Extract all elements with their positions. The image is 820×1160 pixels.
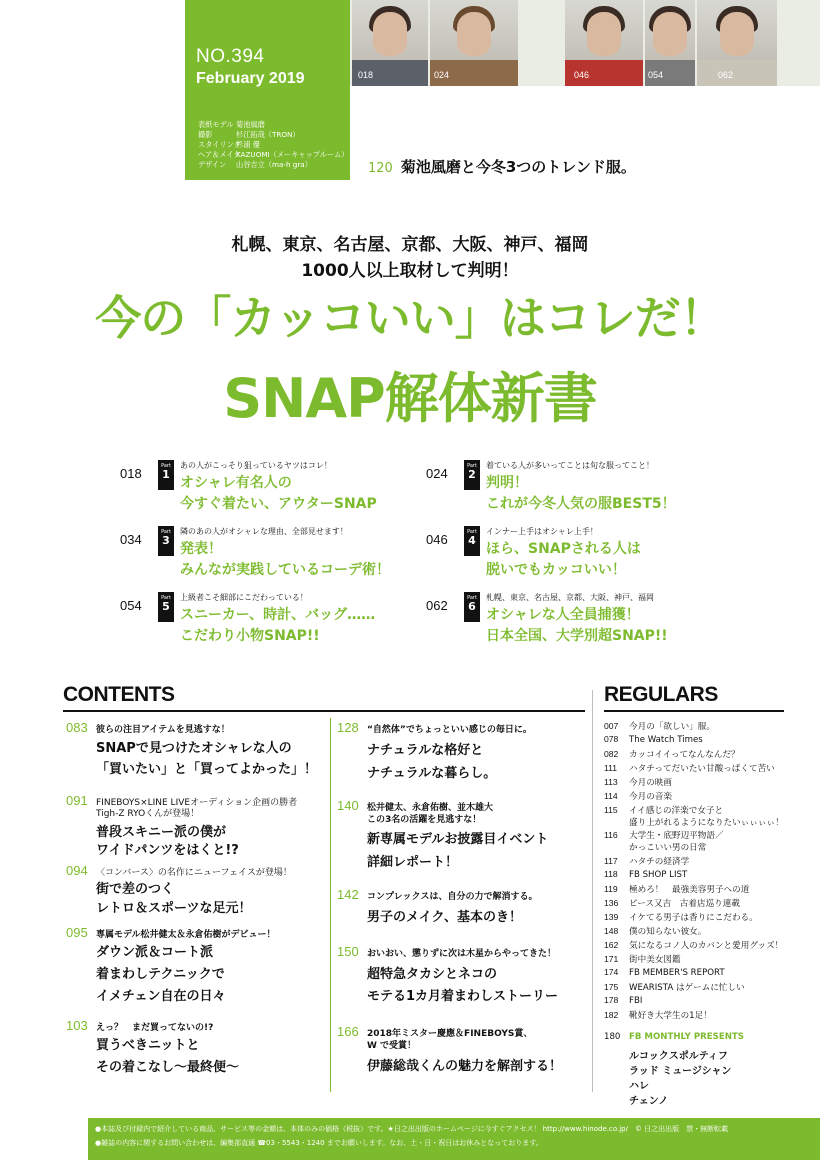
entry-title-line: 着まわしテクニックで [96,967,225,982]
entry-title-line: ワイドパンツをはくと!? [96,843,239,858]
regular-item[interactable]: 136 ピース又吉 古着店巡り連載 [604,898,740,909]
regular-item[interactable]: 171 街中美女図鑑 [604,954,681,965]
regular-item[interactable]: 111 ハタチってだいたい甘酸っぱくて苦い [604,763,775,774]
part-title-line1: ほら、SNAPされる人は [486,541,641,557]
presents-heading[interactable]: 180 FB MONTHLY PRESENTS [604,1032,744,1042]
entry-title-line: 新専属モデルお披露目イベント [367,832,549,847]
entry-title-line: 超特急タカシとネコの [367,967,498,982]
credit-hair-makeup: ヘア＆メイクKAZUOMI（メーキャップルーム） [198,150,349,159]
credit-photo: 撮影 杉江拓哉（TRON） [198,130,300,139]
entry-subtitle: おいおい、懲りずに次は木星からやってきた！ [367,949,557,959]
regular-item[interactable]: 082 カッコイイってなんなんだ？ [604,749,740,760]
entry-title-line: レトロ＆スポーツな足元！ [96,901,252,916]
part-title-line2: みんなが実践しているコーデ術！ [180,562,390,578]
regular-item[interactable]: 178 FBI [604,995,643,1006]
regular-item[interactable]: 116 大学生・底野辺平物語／ [604,830,724,841]
entry-title-line: その着こなし〜最終便〜 [96,1060,240,1075]
part-badge: Part 1 [158,460,174,490]
cover-page-number: 120 [368,161,393,176]
regular-item[interactable]: 114 今月の音楽 [604,791,672,802]
part-badge: Part 4 [464,526,480,556]
part-subtitle: 隣のあの人がオシャレな理由、全部見せます！ [180,527,348,536]
part-subtitle: 着ている人が多いってことは旬な服ってこと！ [486,461,654,470]
cover-story-title: 菊池風磨と今冬3つのトレンド服。 [400,158,636,176]
regular-item[interactable]: 115 イイ感じの洋楽で女子と [604,805,724,816]
part-page: 062 [426,598,448,613]
part-title-line1: 発表！ [180,541,222,557]
entry-subtitle: コンプレックスは、自分の力で解消する。 [367,892,538,902]
entry-subtitle: 彼らの注目アイテムを見逃すな！ [96,725,230,735]
part-badge: Part 5 [158,592,174,622]
part-title-line2: 日本全国、大学別超SNAP!! [486,628,668,644]
footer-note: ●本誌及び付録内で紹介している商品、サービス等の金額は、本体のみの価格（税抜）です。★日之出出版のホームページに今すぐアクセス！ http://www.hinode.co.jp/ © 日之出出版 禁・無断転載 [95,1125,729,1133]
regular-item[interactable]: 113 今月の映画 [604,777,672,788]
part-page: 046 [426,532,448,547]
part-page: 018 [120,466,142,481]
credit-styling: スタイリング杉浦 優 [198,140,260,149]
entry-page: 150 [337,944,359,959]
contents-heading: CONTENTS [63,683,175,706]
entry-subtitle: 2018年ミスター慶應＆FINEBOYS賞、 [367,1029,533,1039]
regular-item[interactable]: 078 The Watch Times [604,734,703,745]
photo-label: 062 [718,70,734,80]
regular-item[interactable]: 162 気になるコノ人のカバンと愛用グッズ！ [604,940,784,951]
part-badge: Part 3 [158,526,174,556]
entry-subtitle: 〈コンバース〉の名作にニューフェイスが登場！ [96,868,292,878]
regulars-heading: REGULARS [604,683,718,706]
part-title-line2: こだわり小物SNAP!! [180,628,320,644]
headline-title: 今の「カッコいい」はコレだ！ [95,291,725,345]
issue-month: February 2019 [196,70,305,87]
entry-subtitle: 松井健太、永倉佑樹、並木雄大 [367,803,494,813]
part-title-line2: これが今冬人気の服BEST5！ [486,496,676,512]
entry-title-line: ナチュラルな暮らし。 [367,766,497,781]
regular-item[interactable]: 175 WEARISTA はゲームに忙しい [604,982,745,993]
entry-title-line: 男子のメイク、基本のき！ [367,910,522,925]
regular-item-continued: かっこいい男の日常 [629,843,707,853]
model-photo[interactable] [697,0,777,86]
regulars-rule [604,710,784,712]
entry-title-line: 普段スキニー派の僕が [96,825,227,840]
entry-page: 166 [337,1024,359,1039]
photo-label: 024 [434,70,450,80]
entry-title-line: モテる1カ月着まわしストーリー [367,989,559,1004]
entry-subtitle: 専属モデル松井健太＆永倉佑樹がデビュー！ [96,930,276,940]
entry-title-line: ダウン派＆コート派 [96,945,214,960]
regular-item[interactable]: 148 僕の知らない彼女。 [604,926,707,937]
headline-lead-cities: 札幌、東京、名古屋、京都、大阪、神戸、福岡 [231,235,589,255]
cover-story[interactable] [368,156,636,177]
part-title-line1: オシャレな人全員捕獲！ [486,607,640,623]
regular-item[interactable]: 174 FB MEMBER'S REPORT [604,967,725,978]
photo-strip-base [350,86,820,98]
column-divider [592,690,593,1092]
column-divider [330,718,331,1092]
entry-title-line: 買うべきニットと [96,1038,200,1053]
credit-cover-model: 表紙モデル 菊池風磨 [198,120,265,129]
part-page: 054 [120,598,142,613]
regular-item[interactable]: 007 今月の「欲しい」服。 [604,721,715,732]
part-badge: Part 2 [464,460,480,490]
part-page: 034 [120,532,142,547]
issue-number: NO.394 [196,46,265,67]
present-item: ラッド ミュージシャン [629,1066,732,1077]
entry-title-line: イメチェン自在の日々 [96,989,226,1004]
entry-title-line: 「買いたい」と「買ってよかった」！ [96,762,318,777]
entry-title-line: 伊藤総哉くんの魅力を解剖する！ [367,1059,563,1074]
part-title-line1: 判明！ [486,475,528,491]
entry-title-line: 街で差のつく [96,882,175,897]
headline-subtitle: SNAP解体新書 [223,367,597,430]
photo-label: 018 [358,70,374,80]
regular-item[interactable]: 119 極めろ！ 最強美容男子への道 [604,884,750,895]
contents-rule [63,710,585,712]
part-title-line1: スニーカー、時計、バッグ…… [180,607,376,623]
footer-note: ●雑誌の内容に関するお問い合わせは、編集部直通 ☎03・5543・1240 までお願いします。なお、土・日・祝日はお休みとなっております。 [95,1139,543,1147]
headline-lead-count: 1000人以上取材して判明！ [301,261,519,281]
entry-subtitle: えっ？ まだ買ってないの!? [96,1023,214,1033]
entry-page: 140 [337,798,359,813]
part-page: 024 [426,466,448,481]
part-subtitle: 上級者こそ細部にこだわっている！ [180,593,308,602]
regular-item[interactable]: 117 ハタチの経済学 [604,856,690,867]
entry-subtitle: Tigh-Z RYOくんが登場！ [96,809,200,819]
entry-page: 094 [66,863,88,878]
regular-item[interactable]: 139 イケてる男子は香りにこだわる。 [604,912,758,923]
regular-item[interactable]: 118 FB SHOP LIST [604,869,688,880]
entry-page: 083 [66,720,88,735]
present-item: ルコックスポルティフ [629,1051,728,1062]
entry-title-line: SNAPで見つけたオシャレな人の [96,741,292,756]
part-title-line2: 今すぐ着たい、アウターSNAP [180,496,377,512]
entry-subtitle: “自然体”でちょっといい感じの毎日に。 [367,725,532,735]
regular-item-continued: 盛り上がれるようになりたいぃぃぃぃ！ [629,818,784,828]
photo-label: 054 [648,70,664,80]
present-item: ハレ [629,1081,649,1092]
regular-item[interactable]: 182 靴好き大学生の1足！ [604,1010,712,1021]
entry-page: 091 [66,793,88,808]
entry-subtitle: W で受賞！ [367,1041,417,1051]
entry-title-line: ナチュラルな格好と [367,743,484,758]
part-subtitle: あの人がこっそり狙っているヤツはコレ！ [180,461,332,470]
part-badge: Part 6 [464,592,480,622]
part-title-line1: オシャレ有名人の [180,475,292,491]
credit-design: デザイン 山谷吉立（ma-h gra） [198,160,312,169]
entry-page: 103 [66,1018,88,1033]
entry-subtitle: FINEBOYS×LINE LIVEオーディション企画の勝者 [96,798,298,808]
part-title-line2: 脱いでもカッコいい！ [486,562,626,578]
present-item: チェンノ [629,1096,669,1107]
part-subtitle: 札幌、東京、名古屋、京都、大阪、神戸、福岡 [486,593,654,602]
entry-page: 095 [66,925,88,940]
entry-subtitle: この3名の活躍を見逃すな！ [367,815,482,825]
entry-page: 142 [337,887,359,902]
photo-label: 046 [574,70,590,80]
part-subtitle: インナー上手はオシャレ上手！ [486,527,598,536]
entry-page: 128 [337,720,359,735]
entry-title-line: 詳細レポート！ [367,855,459,870]
